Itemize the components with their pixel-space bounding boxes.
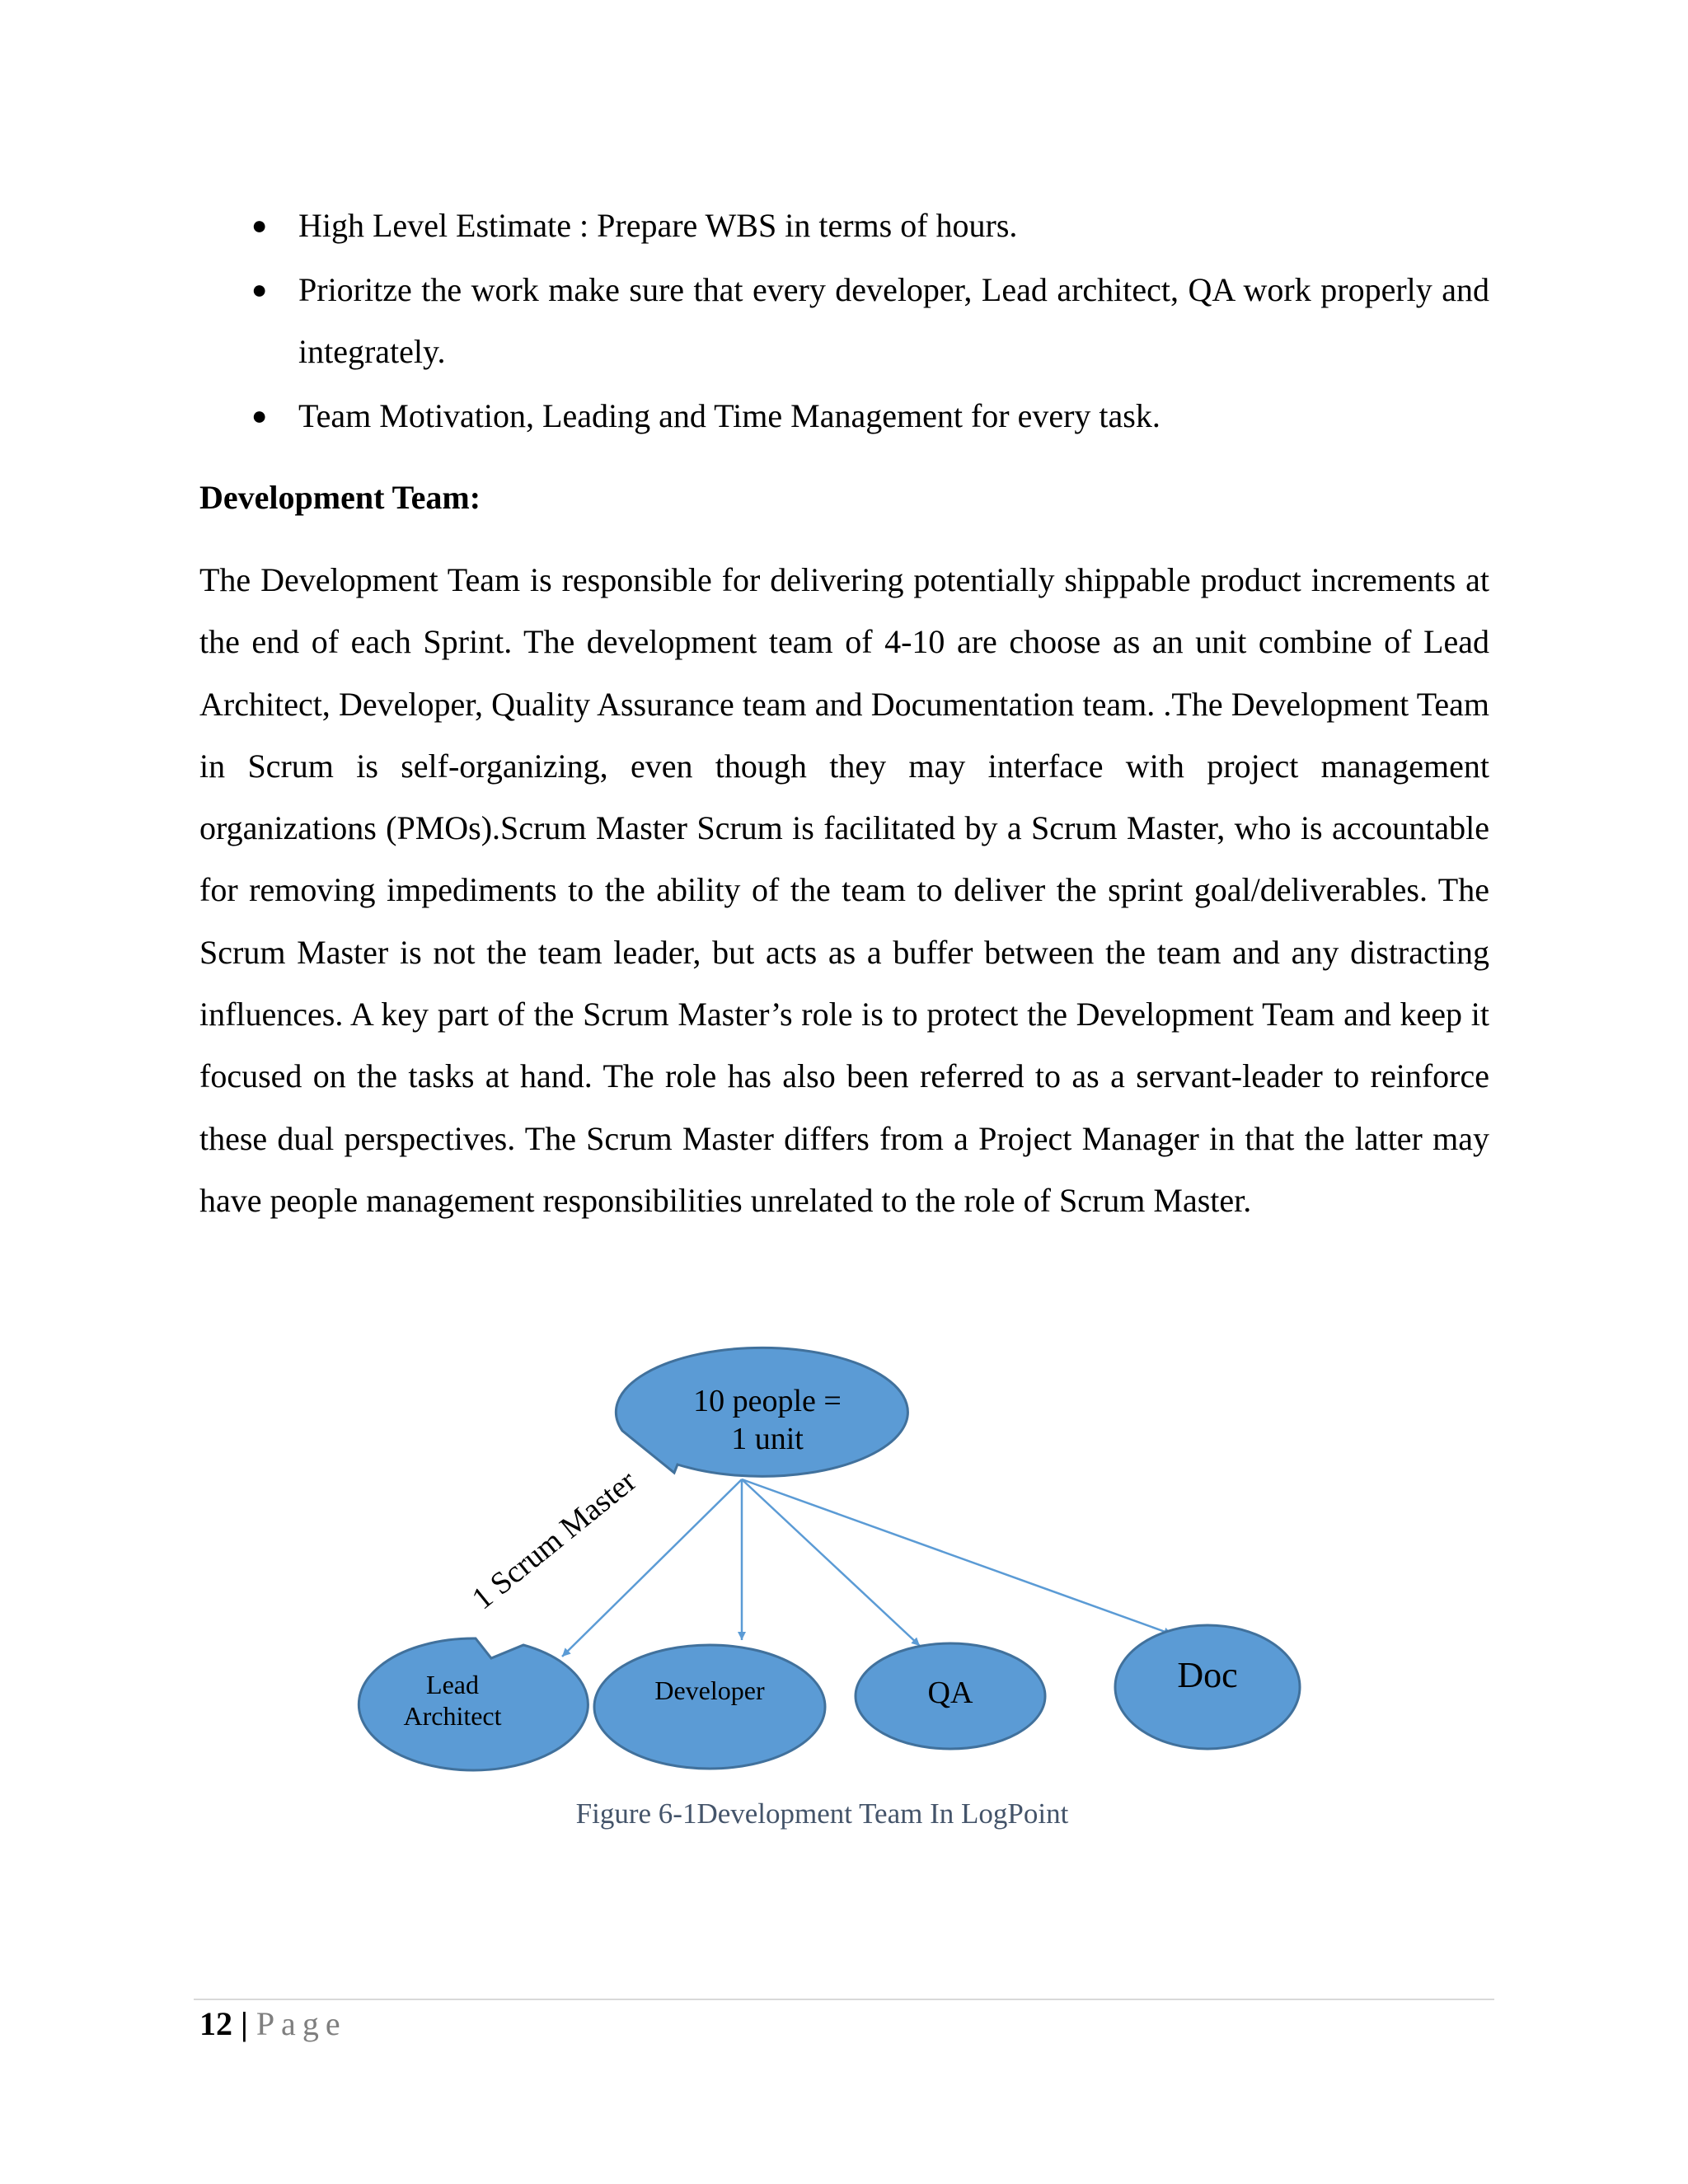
body-paragraph: The Development Team is responsible for delivering potentially shippable product increments at the end of each Sprint. The development team of 4-10 are choose as an unit combine of Lead Architect, Developer, Quality Assurance team and Documentation team. .The Development Team in Scrum is self-organizing, even though they may interface with project management organizations (PMOs).Scrum Master Scrum is facilitated by a Scrum Master, who is accountable for removing impediments to the ability of the team to deliver the sprint goal/deliverables. The Scrum Master is not the team leader, but acts as a buffer between the team and any distracting influences. A key part of the Scrum Master’s role is to protect the Development Team and keep it focused on the tasks at hand. The role has also been referred to as a servant-leader to reinforce these dual perspectives. The Scrum Master differs from a Project Manager in that the latter may have people management responsibilities unrelated to the role of Scrum Master. — [199, 561, 1489, 1219]
bullet-dot-icon: ● — [251, 210, 268, 240]
doc-label: Doc — [1177, 1655, 1238, 1695]
scrum-master-edge-label: 1 Scrum Master — [465, 1463, 643, 1617]
footer-divider — [194, 1999, 1494, 2000]
bullet-item — [199, 194, 1489, 256]
lead-architect-line1: Lead — [426, 1670, 479, 1699]
bullet-list — [199, 194, 1489, 449]
bullet-item — [199, 385, 1489, 447]
page-number: 12 — [199, 2005, 232, 2042]
developer-node — [594, 1645, 825, 1769]
bullet-text: Prioritze the work make sure that every developer, Lead architect, QA work properly and integrately. — [298, 271, 1489, 370]
bullet-dot-icon: ● — [251, 401, 268, 430]
page-label: Page — [256, 2005, 347, 2042]
bullet-item — [199, 259, 1489, 382]
connector-doc — [742, 1479, 1172, 1634]
bullet-text: High Level Estimate : Prepare WBS in terms of hours. — [298, 207, 1018, 244]
qa-label: QA — [927, 1675, 973, 1710]
bullet-dot-icon: ● — [251, 274, 268, 304]
page-footer — [199, 2001, 347, 2047]
bullet-text: Team Motivation, Leading and Time Management for every task. — [298, 397, 1160, 434]
developer-label: Developer — [654, 1675, 765, 1705]
connector-qa — [742, 1479, 920, 1646]
team-diagram — [0, 1335, 1688, 1813]
figure-caption: Figure 6-1Development Team In LogPoint — [575, 1797, 1069, 1830]
root-node-line2: 1 unit — [731, 1422, 804, 1456]
lead-architect-line2: Architect — [403, 1701, 502, 1731]
root-node-line1: 10 people = — [693, 1384, 842, 1418]
section-heading: Development Team: — [199, 479, 481, 516]
footer-separator: | — [241, 2005, 248, 2042]
